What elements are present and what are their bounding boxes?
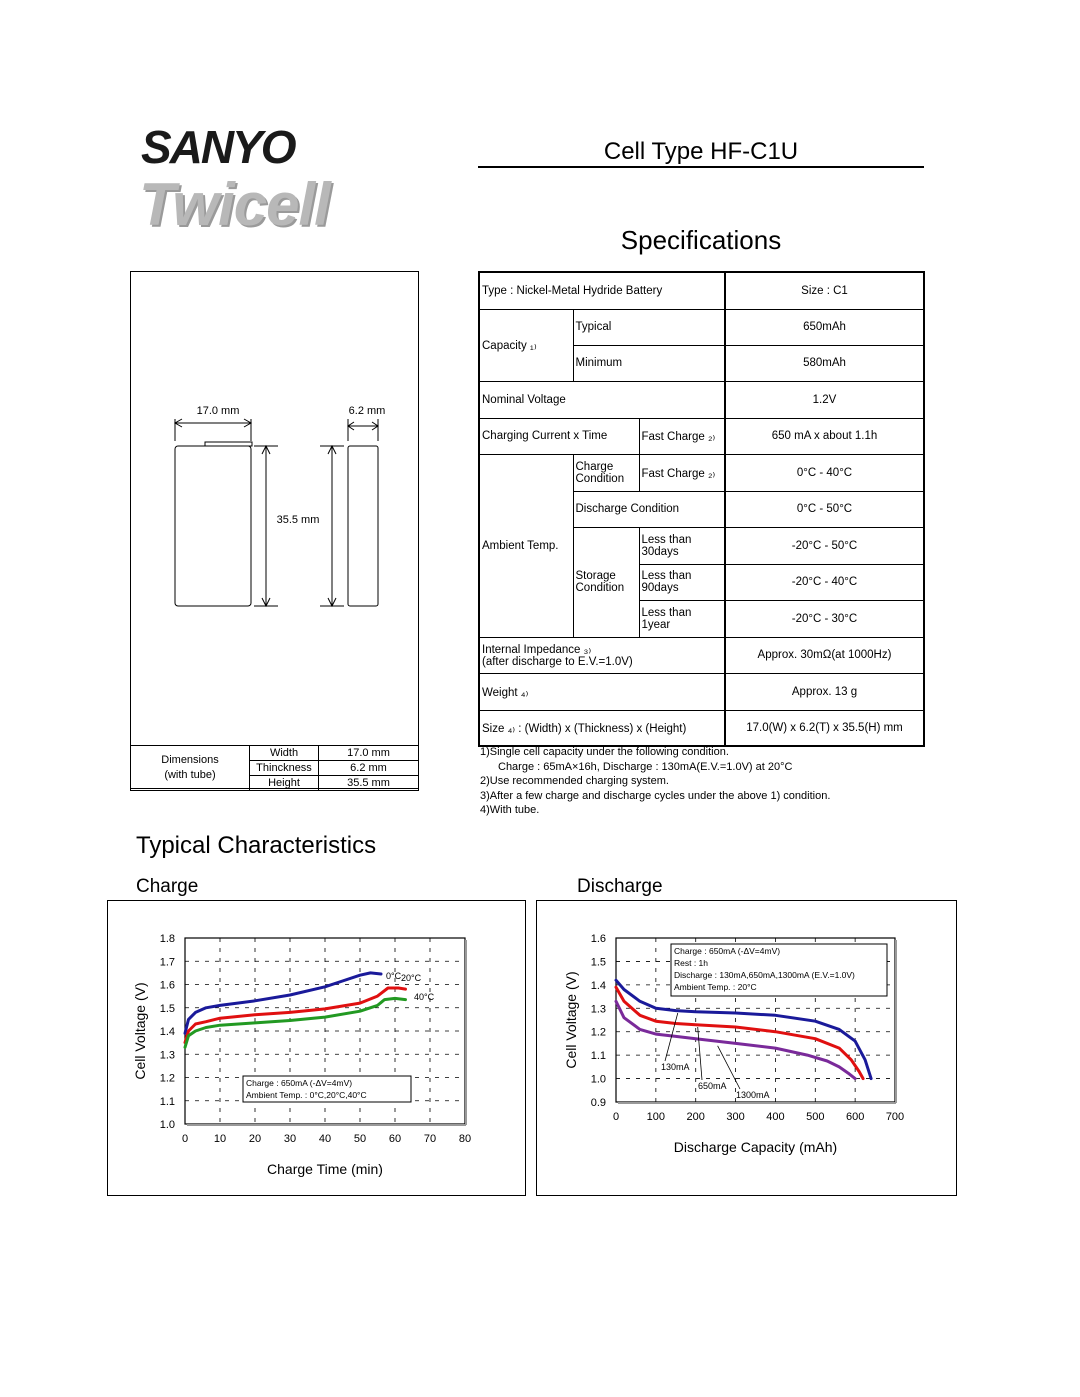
x-tick-label: 20 <box>248 1133 262 1145</box>
y-tick-label: 1.6 <box>159 979 175 992</box>
x-axis-label: Discharge Capacity (mAh) <box>673 1139 838 1155</box>
y-tick-label: 1.5 <box>159 1002 175 1015</box>
charge-fast: Fast Charge ₂₎ <box>639 454 725 491</box>
y-tick-label: 1.2 <box>590 1026 606 1039</box>
weight: Weight ₄₎ <box>479 673 725 710</box>
x-tick-label: 100 <box>646 1111 666 1123</box>
dimension-row-value: 35.5 mm <box>319 776 419 791</box>
y-tick-label: 1.0 <box>590 1073 606 1086</box>
weight-value: Approx. 13 g <box>725 673 924 710</box>
size-cell: Size : C1 <box>725 272 924 309</box>
series-annotation: 40°C <box>414 992 435 1002</box>
title-rule <box>478 166 924 168</box>
discharge-condition: Discharge Condition <box>573 491 725 527</box>
x-tick-label: 500 <box>806 1111 825 1123</box>
y-tick-label: 1.5 <box>590 956 606 969</box>
storage-30days: Less than 30days <box>639 527 725 564</box>
height-label: 35.5 mm <box>276 514 320 526</box>
footnote: 1)Single cell capacity under the following condition. <box>480 746 729 758</box>
size-value: 17.0(W) x 6.2(T) x 35.5(H) mm <box>725 710 924 746</box>
legend-text: Rest : 1h <box>674 958 709 968</box>
impedance-value: Approx. 30mΩ(at 1000Hz) <box>725 637 924 673</box>
legend-text: Charge : 650mA (-ΔV=4mV) <box>246 1078 353 1088</box>
charging-value: 650 mA x about 1.1h <box>725 418 924 454</box>
discharge-chart <box>536 900 957 1196</box>
capacity-typical-value: 650mAh <box>725 309 924 345</box>
charging-fast: Fast Charge ₂₎ <box>639 418 725 454</box>
x-tick-label: 70 <box>423 1133 437 1145</box>
width-label: 17.0 mm <box>196 405 240 417</box>
storage-90days: Less than 90days <box>639 564 725 600</box>
capacity-minimum: Minimum <box>573 345 725 381</box>
x-tick-label: 80 <box>458 1133 472 1145</box>
dimension-row-name: Height <box>250 776 319 791</box>
dimension-row-value: 17.0 mm <box>319 746 419 761</box>
specifications-title: Specifications <box>620 225 782 255</box>
y-tick-label: 1.7 <box>159 956 175 969</box>
logo <box>135 112 437 240</box>
legend-text: Ambient Temp. : 20°C <box>674 982 757 992</box>
dimension-row-name: Thinckness <box>250 761 319 776</box>
y-tick-label: 1.4 <box>159 1026 175 1038</box>
y-tick-label: 1.1 <box>590 1050 606 1063</box>
y-axis-label: Cell Voltage (V) <box>132 982 148 1080</box>
x-tick-label: 600 <box>845 1111 865 1123</box>
impedance-label: Internal Impedance ₃₎ <box>482 644 592 656</box>
dimension-row-name: Width <box>250 746 319 761</box>
impedance-condition: (after discharge to E.V.=1.0V) <box>482 656 633 668</box>
discharge-title: Discharge <box>577 876 663 897</box>
thickness-label: 6.2 mm <box>348 405 386 417</box>
charge-condition: Charge Condition <box>573 454 639 491</box>
y-tick-label: 1.0 <box>159 1119 175 1131</box>
ambient-temp: Ambient Temp. <box>479 454 573 637</box>
x-tick-label: 0 <box>181 1133 189 1145</box>
y-tick-label: 1.4 <box>590 979 606 992</box>
footnote: Charge : 65mA×16h, Discharge : 130mA(E.V.=1.0V) at 20°C <box>498 760 793 773</box>
y-axis-label: Cell Voltage (V) <box>563 971 579 1069</box>
x-tick-label: 300 <box>726 1111 745 1123</box>
dimension-row-value: 6.2 mm <box>319 761 419 776</box>
series-annotation: 1300mA <box>736 1090 770 1100</box>
type-cell: Type : Nickel-Metal Hydride Battery <box>479 272 725 309</box>
size-row: Size ₄₎ : (Width) x (Thickness) x (Height) <box>479 710 725 746</box>
dimension-label-cell <box>131 746 250 791</box>
y-tick-label: 1.3 <box>159 1049 175 1062</box>
x-tick-label: 700 <box>885 1111 905 1123</box>
series-annotation: 130mA <box>661 1062 690 1072</box>
x-tick-label: 60 <box>388 1133 402 1145</box>
storage-1year-temp: -20°C - 30°C <box>725 600 924 637</box>
x-tick-label: 10 <box>213 1133 227 1145</box>
y-tick-label: 1.8 <box>159 933 175 945</box>
series-line-20°C <box>185 988 406 1043</box>
specifications-table <box>478 271 925 747</box>
charge-temp: 0°C - 40°C <box>725 454 924 491</box>
dimension-sublabel: (with tube) <box>164 769 216 781</box>
y-tick-label: 1.1 <box>159 1095 175 1108</box>
series-annotation: 20°C <box>401 973 422 983</box>
storage-30days-temp: -20°C - 50°C <box>725 527 924 564</box>
nominal-voltage-value: 1.2V <box>725 381 924 418</box>
cell-side-view <box>348 446 378 606</box>
capacity-minimum-value: 580mAh <box>725 345 924 381</box>
storage-90days-temp: -20°C - 40°C <box>725 564 924 600</box>
x-tick-label: 30 <box>283 1133 297 1145</box>
internal-impedance <box>479 637 725 673</box>
y-tick-label: 0.9 <box>590 1097 606 1109</box>
footnote: 4)With tube. <box>480 804 540 817</box>
capacity-typical: Typical <box>573 309 725 345</box>
x-tick-label: 200 <box>686 1111 705 1123</box>
typical-characteristics-title: Typical Characteristics <box>136 832 377 859</box>
dimension-label: Dimensions <box>161 754 219 766</box>
logo-product: Twicell <box>139 171 330 238</box>
y-tick-label: 1.6 <box>590 933 606 945</box>
storage-condition: Storage Condition <box>573 527 639 637</box>
storage-1year: Less than 1year <box>639 600 725 637</box>
legend-text: Discharge : 130mA,650mA,1300mA (E.V.=1.0V) <box>674 970 855 980</box>
charge-title: Charge <box>136 876 199 897</box>
x-tick-label: 40 <box>318 1133 332 1145</box>
footnotes <box>480 745 920 818</box>
cell-type-title: Cell Type HF-C1U <box>603 138 799 165</box>
cell-terminal <box>205 442 252 446</box>
series-annotation: 650mA <box>698 1081 727 1091</box>
series-annotation: 0°C <box>386 971 402 981</box>
y-tick-label: 1.2 <box>159 1072 175 1085</box>
x-axis-label: Charge Time (min) <box>267 1161 383 1177</box>
x-tick-label: 0 <box>612 1111 620 1123</box>
logo-brand: SANYO <box>141 121 295 173</box>
nominal-voltage: Nominal Voltage <box>479 381 725 418</box>
footnote: 3)After a few charge and discharge cycles under the above 1) condition. <box>480 789 831 802</box>
cell-front-view <box>175 446 251 606</box>
y-tick-label: 1.3 <box>590 1003 606 1016</box>
x-tick-label: 50 <box>353 1133 367 1145</box>
annotation-leader <box>698 1027 702 1080</box>
capacity-cell: Capacity ₁₎ <box>479 309 573 381</box>
footnote: 2)Use recommended charging system. <box>480 775 669 788</box>
charge-chart <box>107 900 526 1196</box>
legend-text: Ambient Temp. : 0°C,20°C,40°C <box>246 1090 367 1100</box>
discharge-temp: 0°C - 50°C <box>725 491 924 527</box>
dimension-table <box>130 745 419 791</box>
legend-text: Charge : 650mA (-ΔV=4mV) <box>674 946 781 956</box>
x-tick-label: 400 <box>766 1111 785 1123</box>
charging-current: Charging Current x Time <box>479 418 639 454</box>
dimension-drawing <box>130 271 419 746</box>
